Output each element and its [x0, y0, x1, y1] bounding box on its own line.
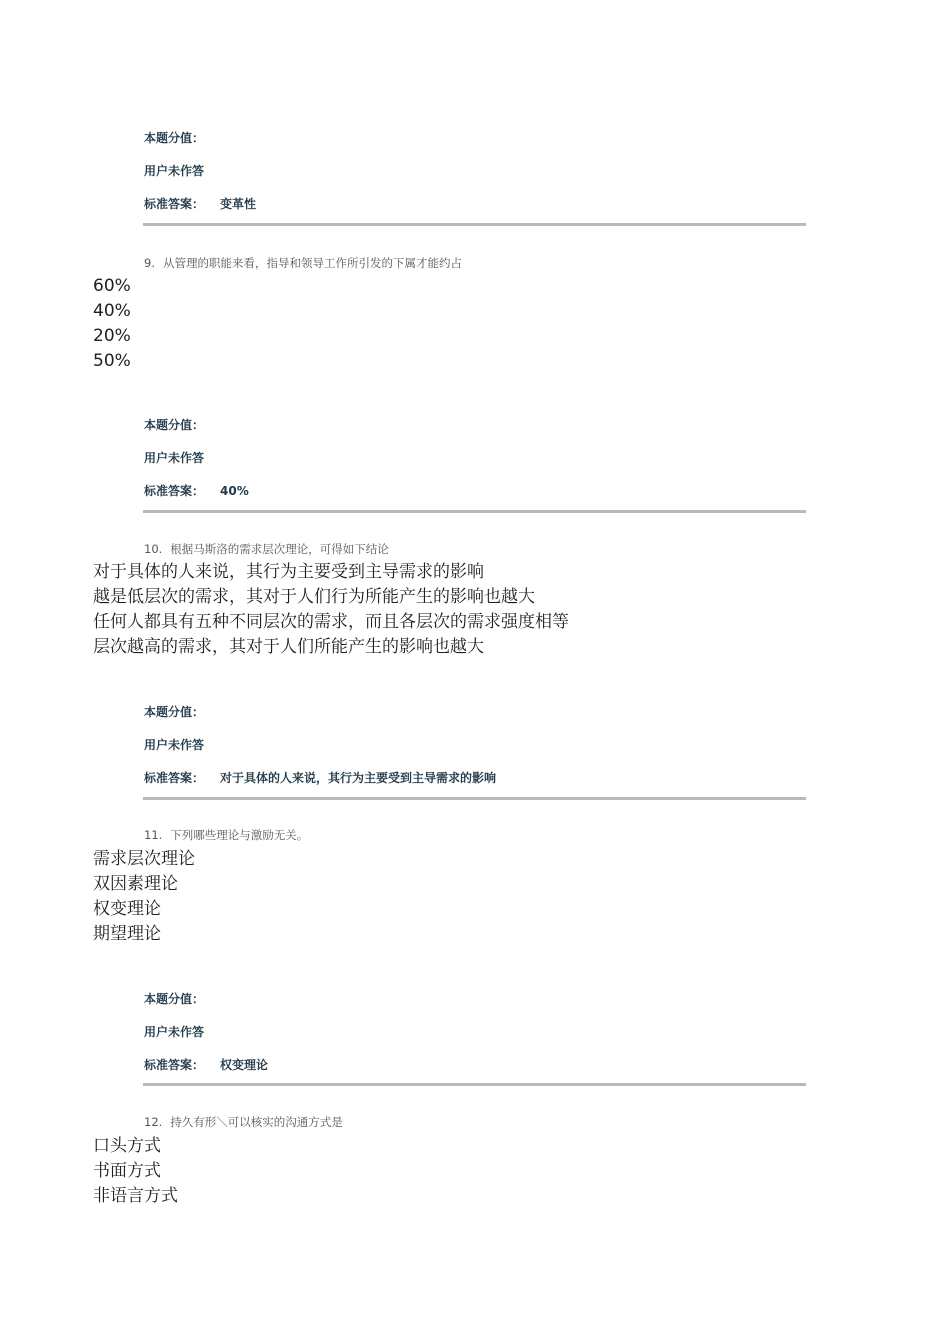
option-item[interactable]: 权变理论	[93, 899, 161, 919]
option-item[interactable]: 非语言方式	[93, 1186, 178, 1206]
standard-answer-row	[144, 195, 256, 212]
question-12-text	[144, 1114, 343, 1130]
score-label: 本题分值：	[144, 418, 205, 432]
question-divider	[143, 1083, 806, 1086]
question-10-text	[144, 541, 389, 557]
unanswered-label: 用户未作答	[144, 738, 205, 752]
question-stem: 从管理的职能来看，指导和领导工作所引发的下属才能约占	[162, 256, 462, 270]
option-item[interactable]: 越是低层次的需求，其对于人们行为所能产生的影响也越大	[93, 587, 535, 607]
question-11-options	[93, 847, 195, 947]
question-stem: 持久有形＼可以核实的沟通方式是	[170, 1115, 343, 1129]
unanswered-label: 用户未作答	[144, 164, 205, 178]
question-number: 11.	[144, 828, 163, 842]
question-10-options	[93, 560, 569, 660]
option-item[interactable]: 对于具体的人来说，其行为主要受到主导需求的影响	[93, 562, 484, 582]
standard-answer-value: 对于具体的人来说，其行为主要受到主导需求的影响	[220, 771, 497, 785]
question-9-options	[93, 274, 131, 374]
question-12-options	[93, 1134, 178, 1209]
option-item[interactable]: 60%	[93, 276, 131, 296]
option-item[interactable]: 20%	[93, 326, 131, 346]
question-number: 10.	[144, 542, 163, 556]
standard-answer-value: 变革性	[220, 197, 257, 211]
option-item[interactable]: 双因素理论	[93, 874, 178, 894]
standard-answer-row	[144, 482, 249, 499]
question-stem: 下列哪些理论与激励无关。	[170, 828, 309, 842]
option-item[interactable]: 需求层次理论	[93, 849, 195, 869]
question-divider	[143, 223, 806, 226]
standard-answer-label: 标准答案：	[144, 771, 205, 785]
option-item[interactable]: 书面方式	[93, 1161, 161, 1181]
unanswered-label: 用户未作答	[144, 451, 205, 465]
question-divider	[143, 510, 806, 513]
option-item[interactable]: 口头方式	[93, 1136, 161, 1156]
question-stem: 根据马斯洛的需求层次理论，可得如下结论	[170, 542, 389, 556]
standard-answer-label: 标准答案：	[144, 197, 205, 211]
option-item[interactable]: 层次越高的需求，其对于人们所能产生的影响也越大	[93, 637, 484, 657]
score-label: 本题分值：	[144, 992, 205, 1006]
option-item[interactable]: 50%	[93, 351, 131, 371]
question-divider	[143, 797, 806, 800]
score-label: 本题分值：	[144, 705, 205, 719]
question-11-text	[144, 827, 308, 843]
standard-answer-value: 权变理论	[220, 1058, 269, 1072]
standard-answer-label: 标准答案：	[144, 1058, 205, 1072]
standard-answer-value: 40%	[220, 484, 249, 498]
question-number: 9.	[144, 256, 155, 270]
option-item[interactable]: 任何人都具有五种不同层次的需求，而且各层次的需求强度相等	[93, 612, 569, 632]
score-label: 本题分值：	[144, 131, 205, 145]
option-item[interactable]: 期望理论	[93, 924, 161, 944]
question-number: 12.	[144, 1115, 163, 1129]
question-9-text	[144, 255, 462, 271]
unanswered-label: 用户未作答	[144, 1025, 205, 1039]
option-item[interactable]: 40%	[93, 301, 131, 321]
standard-answer-row	[144, 1056, 268, 1073]
standard-answer-row	[144, 769, 496, 786]
standard-answer-label: 标准答案：	[144, 484, 205, 498]
